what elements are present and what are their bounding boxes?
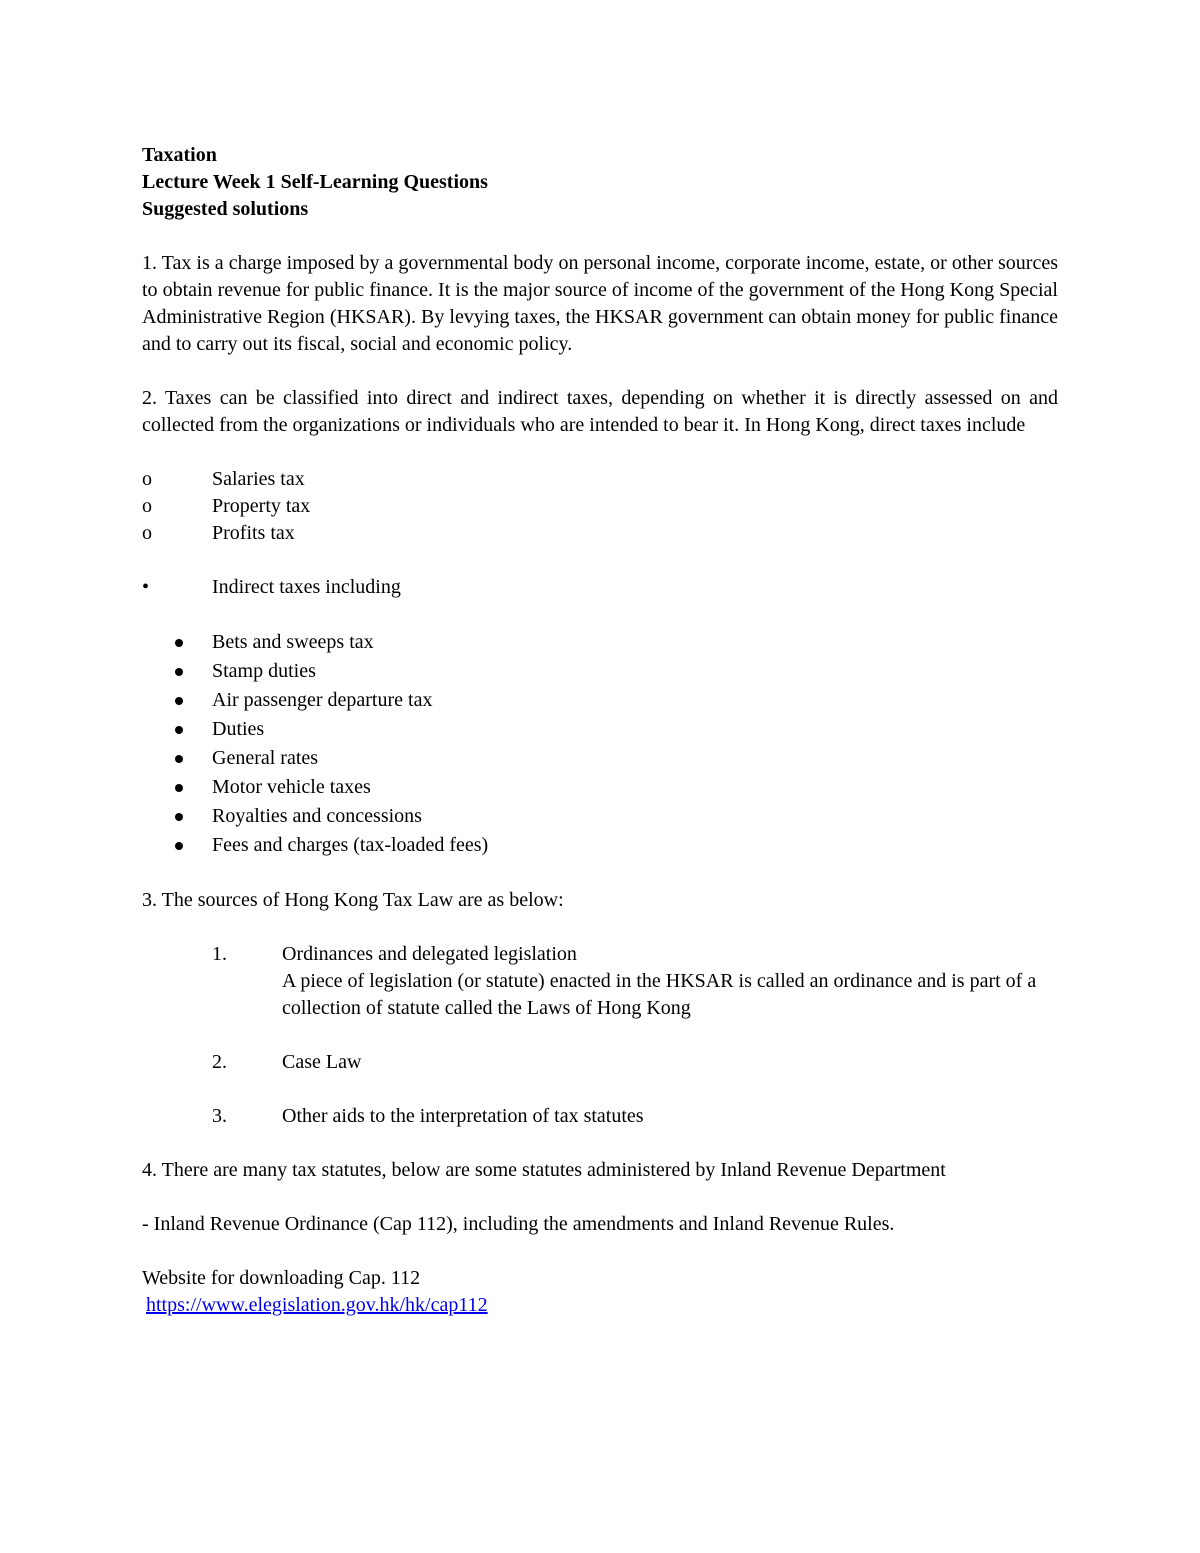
answer-4-intro: 4. There are many tax statutes, below are some statutes administered by Inland Revenue Department	[142, 1159, 946, 1181]
list-item	[142, 715, 1058, 744]
source-item	[142, 941, 1058, 1022]
list-item-label: General rates	[212, 747, 319, 769]
source-title: Other aids to the interpretation of tax statutes	[282, 1105, 644, 1127]
source-item	[142, 1103, 1058, 1130]
bullet-icon	[142, 831, 212, 860]
bullet-icon	[142, 802, 212, 831]
answer-1: 1. Tax is a charge imposed by a governmental body on personal income, corporate income, estate, or other sources to obtain revenue for public finance. It is the major source of income of the government of the Hong Kong Special Administrative Region (HKSAR). By levying taxes, the HKSAR government can obtain money for public finance and to carry out its fiscal, social and economic policy.	[142, 252, 1058, 355]
bullet-icon	[142, 628, 212, 657]
list-item	[142, 493, 1058, 520]
source-item	[142, 1049, 1058, 1076]
bullet-icon	[142, 744, 212, 773]
source-title: Case Law	[282, 1051, 362, 1073]
bullet-icon	[142, 773, 212, 802]
source-title: Ordinances and delegated legislation	[282, 943, 577, 965]
list-item	[142, 520, 1058, 547]
list-item	[142, 802, 1058, 831]
list-item	[142, 831, 1058, 860]
solutions-title: Suggested solutions	[142, 198, 309, 220]
document-page	[142, 142, 1058, 1319]
bullet-icon	[142, 715, 212, 744]
list-item-label: Salaries tax	[212, 468, 305, 490]
list-marker: o	[142, 522, 152, 544]
website-label: Website for downloading Cap. 112	[142, 1267, 421, 1289]
source-number: 2.	[212, 1051, 227, 1073]
bullet-icon: •	[142, 576, 150, 598]
bullet-icon	[142, 657, 212, 686]
list-item	[142, 628, 1058, 657]
list-item	[142, 744, 1058, 773]
list-item	[142, 466, 1058, 493]
indirect-tax-list	[142, 628, 1058, 860]
source-number: 3.	[212, 1105, 227, 1127]
answer-3-intro: 3. The sources of Hong Kong Tax Law are as below:	[142, 889, 564, 911]
list-item-label: Duties	[212, 718, 265, 740]
list-item	[142, 686, 1058, 715]
statute-line: - Inland Revenue Ordinance (Cap 112), including the amendments and Inland Revenue Rules.	[142, 1213, 895, 1235]
indirect-tax-heading	[142, 574, 1058, 601]
list-item-label: Profits tax	[212, 522, 295, 544]
bullet-icon	[142, 686, 212, 715]
list-item-label: Bets and sweeps tax	[212, 631, 374, 653]
indirect-tax-label: Indirect taxes including	[212, 576, 401, 598]
list-item-label: Royalties and concessions	[212, 805, 422, 827]
list-marker: o	[142, 495, 152, 517]
lecture-title: Lecture Week 1 Self-Learning Questions	[142, 171, 488, 193]
list-item	[142, 773, 1058, 802]
source-number: 1.	[212, 943, 227, 965]
answer-2-intro: 2. Taxes can be classified into direct and indirect taxes, depending on whether it is directly assessed on and collected from the organizations or individuals who are intended to bear it. In Hong Kong, direct taxes include	[142, 387, 1058, 436]
list-item	[142, 657, 1058, 686]
course-title: Taxation	[142, 144, 217, 166]
list-item-label: Stamp duties	[212, 660, 316, 682]
list-item-label: Fees and charges (tax-loaded fees)	[212, 834, 489, 856]
list-item-label: Air passenger departure tax	[212, 689, 433, 711]
list-item-label: Property tax	[212, 495, 311, 517]
list-marker: o	[142, 468, 152, 490]
cap112-link[interactable]: https://www.elegislation.gov.hk/hk/cap112	[146, 1294, 488, 1316]
source-detail: A piece of legislation (or statute) enacted in the HKSAR is called an ordinance and is part of a collection of statute called the Laws of Hong Kong	[282, 970, 1037, 1019]
direct-tax-list	[142, 466, 1058, 547]
list-item-label: Motor vehicle taxes	[212, 776, 371, 798]
